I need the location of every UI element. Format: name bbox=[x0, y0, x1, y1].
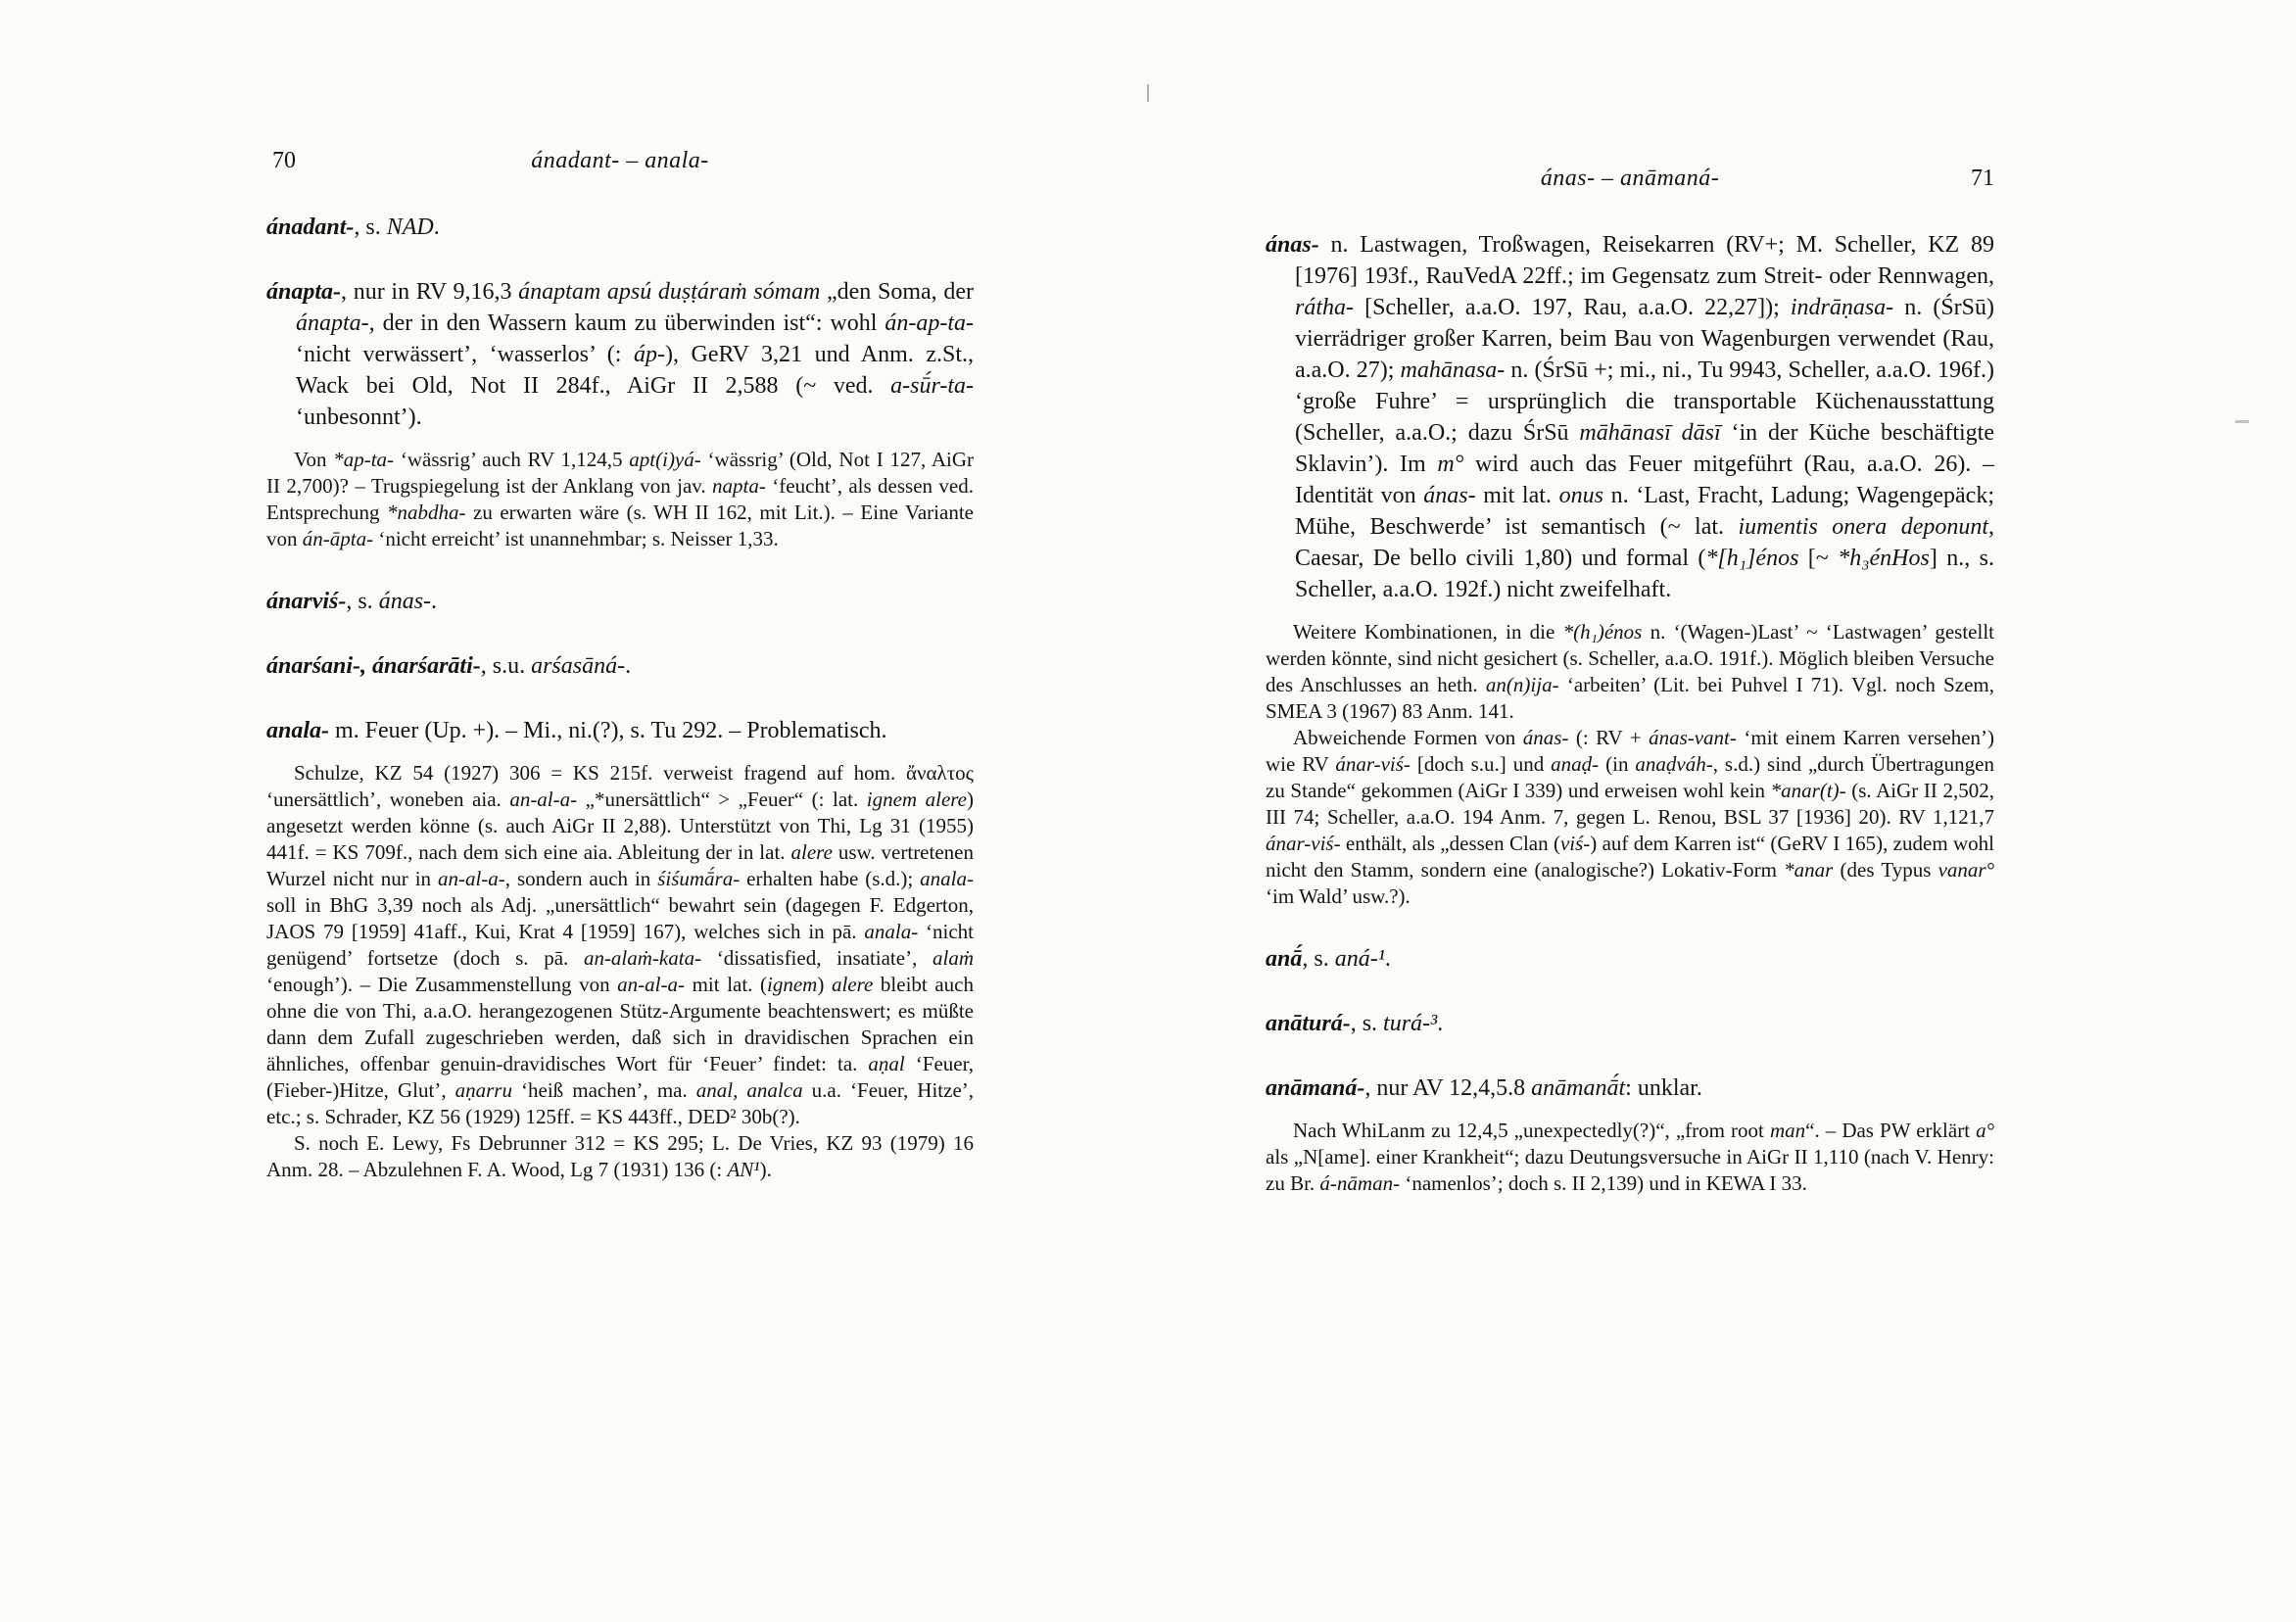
text-segment: alaṁ bbox=[932, 946, 974, 970]
text-segment: ánas-vant- bbox=[1649, 726, 1737, 749]
text-segment: an(n)ija- bbox=[1485, 673, 1559, 696]
text-segment: (des Typus bbox=[1833, 858, 1938, 882]
text-segment: mit lat. bbox=[1475, 483, 1559, 508]
page-number-left: 70 bbox=[272, 148, 296, 173]
text-segment: . bbox=[1384, 946, 1391, 972]
text-segment: ‘im Wald’ usw.?). bbox=[1266, 884, 1411, 908]
text-segment: [Scheller, a.a.O. 197, Rau, a.a.O. 22,27]); bbox=[1354, 295, 1791, 320]
text-segment: anal, analca bbox=[695, 1078, 803, 1102]
text-segment: , Caesar, De bello civili 1,80) und formal ( bbox=[1295, 514, 1995, 571]
text-segment: , s.u. bbox=[480, 653, 532, 679]
text-segment: anala- bbox=[864, 920, 919, 943]
text-segment: anala- bbox=[920, 867, 974, 890]
text-segment: Abweichende Formen von bbox=[1293, 726, 1523, 749]
text-segment: ignem alere bbox=[866, 787, 967, 811]
text-segment: . bbox=[1437, 1011, 1444, 1036]
text-segment: anaḍváh- bbox=[1635, 752, 1713, 776]
text-segment: zu erwarten wäre (s. WH II 162, mit Lit.). – Eine Variante von bbox=[266, 501, 974, 550]
text-segment: n. ‘(Wagen-)Last’ ~ ‘Lastwagen’ gestellt werden könnte, sind nicht gesichert (s. Scheller, a.a.O. 191f.). Möglich bleiben Versuche des Anschlusses an heth. bbox=[1266, 620, 1995, 696]
text-segment: (: RV + bbox=[1568, 726, 1650, 749]
text-segment: . bbox=[625, 653, 632, 679]
text-segment: ánas- bbox=[1522, 726, 1569, 749]
running-header-left bbox=[266, 145, 974, 176]
text-segment: (s. AiGr II 2,502, III 74; Scheller, a.a.O. 194 Anm. 7, gegen L. Renou, BSL 37 [1936] 20). RV 1,121,7 bbox=[1266, 779, 1995, 829]
text-segment: ánaptam apsú duṣṭáraṁ sómam bbox=[518, 279, 821, 305]
text-segment: indrāṇasa- bbox=[1790, 295, 1894, 320]
text-segment: an-al-a- bbox=[509, 787, 578, 811]
entry-anarvis bbox=[266, 586, 974, 617]
text-segment: NAD bbox=[386, 215, 434, 240]
text-segment: , s. bbox=[1302, 946, 1335, 972]
text-segment: alere bbox=[790, 840, 833, 864]
text-segment: usw. vertretenen Wurzel nicht nur in bbox=[266, 840, 974, 890]
entry-anadant bbox=[266, 212, 974, 243]
text-segment: ‘Feuer, (Fieber-)Hitze, Glut’, bbox=[266, 1052, 975, 1102]
text-segment: apt(i)yá- bbox=[629, 448, 701, 471]
text-segment: AN¹ bbox=[727, 1158, 760, 1181]
scan-artifact-top-tick bbox=[1147, 84, 1149, 102]
text-segment: māhānasī dāsī bbox=[1579, 420, 1721, 446]
text-segment: n. (ŚrSū) vierrädriger großer Karren, beim Bau von Wagenburgen verwendet (Rau, a.a.O. 27); bbox=[1295, 295, 1995, 383]
text-segment: áp- bbox=[633, 342, 665, 367]
text-segment: *(h₁)énos bbox=[1562, 620, 1643, 644]
text-segment: an-al-a- bbox=[437, 867, 505, 890]
text-segment: ánar-viś- bbox=[1266, 832, 1341, 855]
text-segment: , s.d.) sind „durch Übertragungen zu Stande“ gekommen (AiGr I 339) und erweisen wohl kein bbox=[1266, 752, 1995, 802]
text-segment: ) auf dem Karren ist“ (GeRV I 165), zudem wohl nicht den Stamm, sondern eine (analogische?) Lokativ-Form bbox=[1266, 832, 1994, 882]
text-segment: , nur AV 12,4,5.8 bbox=[1364, 1075, 1532, 1101]
text-segment: anā́ bbox=[1266, 946, 1303, 972]
text-segment: [~ bbox=[1798, 546, 1839, 571]
text-segment: (in bbox=[1599, 752, 1636, 776]
text-segment: anāmanā́t bbox=[1531, 1075, 1626, 1101]
text-segment: n. ‘Last, Fracht, Ladung; Wagengepäck; Mühe, Beschwerde’ ist semantisch (~ lat. bbox=[1295, 483, 1995, 540]
text-segment: vanar° bbox=[1937, 858, 1995, 882]
text-segment: ánas- bbox=[1423, 483, 1476, 508]
text-segment: ‘nicht erreicht’ ist unannehmbar; s. Neisser 1,33. bbox=[373, 527, 779, 550]
running-title-right: ánas- – anāmaná- bbox=[1540, 166, 1720, 191]
text-segment: aṇal bbox=[868, 1052, 905, 1075]
text-segment: mahānasa- bbox=[1400, 358, 1506, 383]
scan-artifact-edge-dash bbox=[2235, 420, 2249, 423]
text-segment: a° bbox=[1976, 1119, 1994, 1142]
text-segment: : unklar. bbox=[1625, 1075, 1702, 1101]
text-segment: ) bbox=[817, 973, 832, 996]
text-segment: an-al-a- bbox=[617, 973, 685, 996]
entry-ana bbox=[1266, 943, 1994, 975]
text-segment: u.a. ‘Feuer, Hitze’, etc.; s. Schrader, KZ 56 (1929) 125ff. = KS 443ff., DED² 30b(?). bbox=[266, 1078, 975, 1128]
text-segment: ‘feucht’, als dessen ved. Entsprechung bbox=[266, 474, 974, 524]
text-segment: *ap-ta- bbox=[333, 448, 395, 471]
text-segment: aná-¹ bbox=[1334, 946, 1385, 972]
text-segment: śiśumā́ra- bbox=[657, 867, 741, 890]
entry-anatura bbox=[1266, 1008, 1994, 1039]
text-segment: soll in BhG 3,39 noch als Adj. „unersättlich“ bewahrt sein (dagegen F. Edgerton, JAOS 79 [1959] 41aff., Kui, Krat 4 [1959] 167), welches sich in pā. bbox=[266, 893, 974, 943]
text-segment: án-ap-ta- bbox=[885, 310, 974, 336]
text-segment: , der in den Wassern kaum zu überwinden ist“: wohl bbox=[368, 310, 885, 336]
text-segment: als „N[ame]. einer Krankheit“; dazu Deutungsversuche in AiGr II 1,110 (nach V. Henry: zu Br. bbox=[1266, 1145, 1994, 1195]
text-segment: ánas- bbox=[1266, 232, 1319, 258]
running-title-left: ánadant- – anala- bbox=[531, 148, 709, 173]
text-segment: Weitere Kombinationen, in die bbox=[1293, 620, 1563, 644]
text-segment: ‘mit einem Karren versehen’) wie RV bbox=[1266, 726, 1994, 776]
text-segment: ). bbox=[759, 1158, 772, 1181]
text-segment: án-āpta- bbox=[302, 527, 374, 550]
text-segment: m° bbox=[1437, 452, 1464, 477]
text-segment: Nach WhiLanm zu 12,4,5 „unexpectedly(?)“, „from root bbox=[1293, 1119, 1770, 1142]
text-segment: arśasāná- bbox=[531, 653, 626, 679]
text-segment: *[h₁]énos bbox=[1705, 546, 1799, 571]
text-segment: man bbox=[1769, 1119, 1806, 1142]
text-segment: ánadant- bbox=[266, 215, 355, 240]
text-segment: ánarviś- bbox=[266, 589, 347, 614]
running-header-right bbox=[1266, 163, 1994, 194]
entry-anamana bbox=[1266, 1073, 1994, 1104]
text-segment: , s. bbox=[346, 589, 379, 614]
text-segment: á-nāman- bbox=[1319, 1171, 1401, 1195]
text-segment: ánarśani-, ánarśarāti- bbox=[266, 653, 481, 679]
text-segment: , nur in RV 9,16,3 bbox=[341, 279, 519, 305]
text-segment: ‘dissatisfied, insatiate’, bbox=[701, 946, 933, 970]
text-segment: iumentis onera deponunt bbox=[1738, 514, 1989, 540]
text-segment: ánar-viś- bbox=[1335, 752, 1411, 776]
text-segment: S. noch E. Lewy, Fs Debrunner 312 = KS 295; L. De Vries, KZ 93 (1979) 16 Anm. 28. – Abzulehnen F. A. Wood, Lg 7 (1931) 136 (: bbox=[266, 1131, 974, 1181]
text-segment: m. Feuer (Up. +). – Mi., ni.(?), s. Tu 292. – Problematisch. bbox=[329, 718, 887, 743]
text-segment: , sondern auch in bbox=[504, 867, 658, 890]
text-segment: napta- bbox=[712, 474, 766, 498]
text-segment: ánapta- bbox=[266, 279, 342, 305]
text-segment: onus bbox=[1558, 483, 1603, 508]
text-segment: ignem bbox=[767, 973, 818, 996]
note-anala-2 bbox=[266, 1130, 974, 1183]
entry-anarsani bbox=[266, 650, 974, 682]
text-segment: anāturá- bbox=[1266, 1011, 1351, 1036]
text-segment: , s. bbox=[1350, 1011, 1384, 1036]
note-anas-2 bbox=[1266, 725, 1994, 910]
text-segment: mit lat. ( bbox=[685, 973, 768, 996]
page-71 bbox=[1266, 163, 1994, 1197]
text-segment: *nabdha- bbox=[386, 501, 466, 524]
text-segment: a-sū́r-ta- bbox=[890, 373, 974, 399]
text-segment: n. (ŚrSū +; mi., ni., Tu 9943, Scheller, a.a.O. 196f.) ‘große Fuhre’ = ursprünglich die transportable Küchenausstattung (Scheller, a.a.O.; dazu ŚrSū bbox=[1295, 358, 1995, 446]
note-anamana bbox=[1266, 1118, 1994, 1197]
text-segment: wird auch das Feuer mitgeführt (Rau, a.a.O. 26). – Identität von bbox=[1295, 452, 1994, 508]
text-segment: anaḍ- bbox=[1551, 752, 1600, 776]
entry-anas bbox=[1266, 229, 1994, 605]
note-anapta bbox=[266, 447, 974, 552]
text-segment: ‘namenlos’; doch s. II 2,139) und in KEWA I 33. bbox=[1400, 1171, 1807, 1195]
text-segment: rátha- bbox=[1295, 295, 1354, 320]
text-segment: ‘nicht verwässert’, ‘wasserlos’ (: bbox=[296, 342, 634, 367]
text-segment: anāmaná- bbox=[1266, 1075, 1365, 1101]
text-segment: aṇarru bbox=[454, 1078, 512, 1102]
text-segment: alere bbox=[831, 973, 874, 996]
text-segment: ‘wässrig’ auch RV 1,124,5 bbox=[394, 448, 630, 471]
text-segment: ), GeRV 3,21 und Anm. z.St., Wack bei Old, Not II 284f., AiGr II 2,588 (~ ved. bbox=[296, 342, 974, 399]
text-segment: anala- bbox=[266, 718, 330, 743]
text-segment: ánapta- bbox=[296, 310, 369, 336]
text-segment: turá-³ bbox=[1383, 1011, 1438, 1036]
text-segment: n. Lastwagen, Troßwagen, Reisekarren (RV+; M. Scheller, KZ 89 [1976] 193f., RauVedA 22ff.; im Gegensatz zum Streit- oder Rennwagen, bbox=[1295, 232, 1994, 289]
page-number-right: 71 bbox=[1971, 166, 1994, 191]
text-segment: ánas- bbox=[378, 589, 432, 614]
text-segment: “. – Das PW erklärt bbox=[1805, 1119, 1977, 1142]
text-segment: *anar(t)- bbox=[1770, 779, 1846, 802]
note-anas-1 bbox=[1266, 619, 1994, 725]
text-segment: ‘unbesonnt’). bbox=[296, 405, 422, 430]
text-segment: , s. bbox=[354, 215, 387, 240]
text-segment: ) angesetzt werden könne (s. auch AiGr II 2,88). Unterstützt von Thi, Lg 31 (1955) 441f. = KS 709f., nach dem sich eine aia. Ableitung der in lat. bbox=[266, 787, 974, 864]
text-segment: *anar bbox=[1784, 858, 1834, 882]
text-segment: . bbox=[431, 589, 438, 614]
page-70 bbox=[266, 145, 974, 1183]
text-segment: ‘in der Küche beschäftigte Sklavin’). Im bbox=[1295, 420, 1994, 477]
text-segment: *h₃énHos bbox=[1838, 546, 1930, 571]
note-anala-1 bbox=[266, 760, 974, 1130]
text-segment: „den Soma, der bbox=[820, 279, 974, 305]
text-segment: ‘nicht genügend’ fortsetze (doch s. pā. bbox=[266, 920, 975, 970]
entry-anala bbox=[266, 715, 974, 746]
text-segment: ‘enough’). – Die Zusammenstellung von bbox=[266, 973, 618, 996]
text-segment: ] n., s. Scheller, a.a.O. 192f.) nicht zweifelhaft. bbox=[1295, 546, 1994, 602]
text-segment: viś- bbox=[1559, 832, 1591, 855]
text-segment: enthält, als „dessen Clan ( bbox=[1340, 832, 1560, 855]
text-segment: erhalten habe (s.d.); bbox=[740, 867, 921, 890]
text-segment: ‘arbeiten’ (Lit. bei Puhvel I 71). Vgl. noch Szem, SMEA 3 (1967) 83 Anm. 141. bbox=[1266, 673, 1994, 723]
text-segment: ‘heiß machen’, ma. bbox=[511, 1078, 696, 1102]
text-segment: an-alaṁ-kata- bbox=[583, 946, 702, 970]
entry-anapta bbox=[266, 276, 974, 433]
text-segment: [doch s.u.] und bbox=[1410, 752, 1552, 776]
text-segment: „*unersättlich“ > „Feuer“ (: lat. bbox=[577, 787, 867, 811]
text-segment: . bbox=[433, 215, 440, 240]
text-segment: ‘wässrig’ (Old, Not I 127, AiGr II 2,700)? – Trugspiegelung ist der Anklang von jav. bbox=[266, 448, 974, 498]
text-segment: bleibt auch ohne die von Thi, a.a.O. herangezogenen Stütz-Argumente beachtenswert; es müßte dann dem Zufall zugeschrieben werden, daß sich in dravidischen Sprachen ein ähnliches, offenbar genuin-dravidisches Wort für ‘Feuer’ findet: ta. bbox=[266, 973, 974, 1075]
text-segment: Von bbox=[294, 448, 334, 471]
text-segment: Schulze, KZ 54 (1927) 306 = KS 215f. verweist fragend auf hom. ἄναλτος ‘unersättlich’, woneben aia. bbox=[266, 761, 974, 811]
